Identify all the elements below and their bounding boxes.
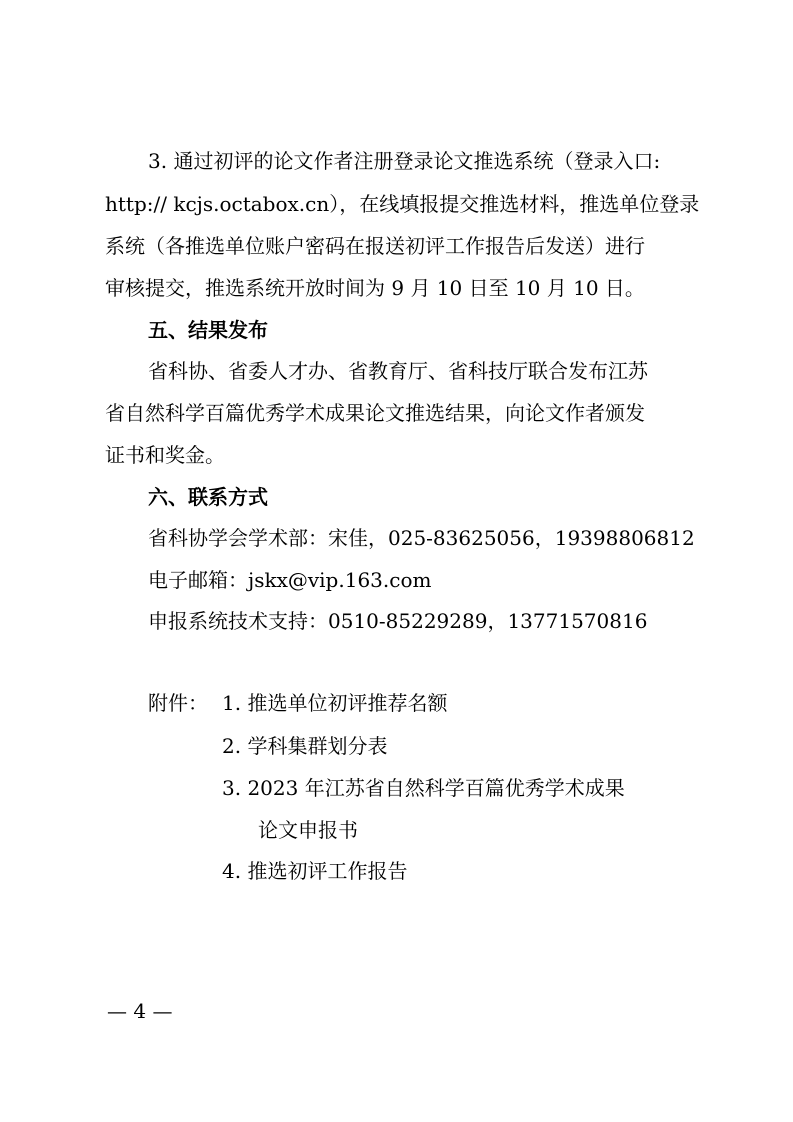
section3-line4: 审核提交，推选系统开放时间为 9 月 10 日至 10 月 10 日。 (105, 276, 645, 300)
contact-support: 申报系统技术支持：0510-85229289，13771570816 (148, 609, 648, 633)
results-line2: 省自然科学百篇优秀学术成果论文推选结果，向论文作者颁发 (105, 401, 645, 425)
attachments-label: 附件： (148, 691, 208, 715)
section3-line2: http:// kcjs.octabox.cn），在线填报提交推选材料，推选单位登录 (105, 192, 700, 216)
attachment-item-4: 4. 推选初评工作报告 (222, 859, 408, 883)
attachment-item-2: 2. 学科集群划分表 (222, 734, 388, 758)
heading-contact: 六、联系方式 (148, 485, 268, 509)
contact-email: 电子邮箱：jskx@vip.163.com (148, 568, 432, 592)
attachment-item-1: 1. 推选单位初评推荐名额 (222, 691, 448, 715)
heading-results: 五、结果发布 (148, 318, 268, 342)
attachment-item-3-cont: 论文申报书 (258, 818, 358, 842)
attachment-item-3: 3. 2023 年江苏省自然科学百篇优秀学术成果 (222, 776, 625, 800)
results-line3: 证书和奖金。 (105, 443, 225, 467)
section3-line1: 3. 通过初评的论文作者注册登录论文推选系统（登录入口: (148, 149, 661, 173)
section3-line3: 系统（各推选单位账户密码在报送初评工作报告后发送）进行 (105, 234, 645, 258)
results-line1: 省科协、省委人才办、省教育厅、省科技厅联合发布江苏 (148, 359, 648, 383)
page-number: — 4 — (107, 999, 173, 1023)
contact-line1: 省科协学会学术部：宋佳，025-83625056，19398806812 (148, 526, 695, 550)
